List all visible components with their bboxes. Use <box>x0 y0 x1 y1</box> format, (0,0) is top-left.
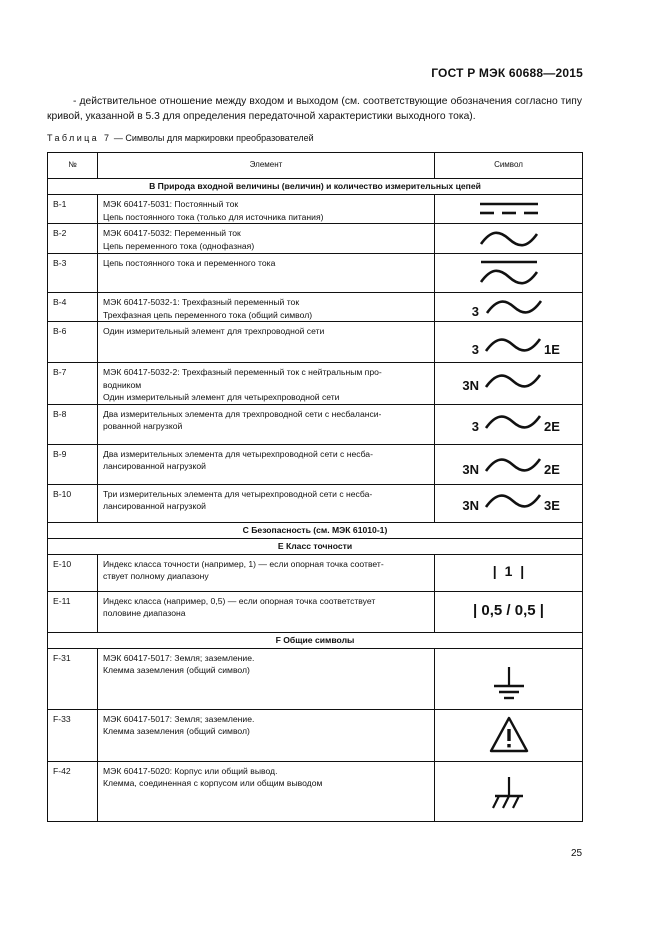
table-row <box>48 322 583 363</box>
row-line: Индекс класса (например, 0,5) — если опорная точка соответствует <box>103 595 376 606</box>
row-line: Цепь постоянного тока (только для источника питания) <box>103 211 324 222</box>
row-symbol <box>435 591 583 632</box>
table-caption-label: Таблица 7 <box>47 133 112 143</box>
row-element <box>98 293 435 322</box>
table-caption <box>47 133 314 143</box>
row-num: Е-10 <box>48 554 98 591</box>
row-num: F-31 <box>48 648 98 709</box>
three-phase-neutral-icon <box>439 371 579 395</box>
row-symbol <box>435 484 583 522</box>
row-symbol <box>435 254 583 293</box>
row-symbol <box>435 554 583 591</box>
row-line: половине диапазона <box>103 608 186 618</box>
table-row <box>48 444 583 484</box>
row-symbol <box>435 363 583 405</box>
row-element <box>98 591 435 632</box>
symbol-left-label: 3N <box>461 462 479 477</box>
row-symbol <box>435 293 583 322</box>
row-line: МЭК 60417-5017: Земля; заземление. <box>103 713 255 724</box>
header-num: № <box>48 153 98 179</box>
table-row <box>48 195 583 224</box>
row-element <box>98 404 435 444</box>
symbol-right-label: 2E <box>543 419 560 434</box>
row-num: В-9 <box>48 444 98 484</box>
symbols-table <box>47 152 583 822</box>
row-element: Цепь постоянного тока и переменного тока <box>98 254 435 293</box>
row-symbol <box>435 404 583 444</box>
row-line: Клемма заземления (общий символ) <box>103 726 250 736</box>
section-f-heading: F Общие символы <box>48 632 583 648</box>
row-num: В-2 <box>48 224 98 254</box>
section-b-heading: В Природа входной величины (величин) и количество измерительных цепей <box>48 179 583 195</box>
alternating-current-icon <box>477 228 541 250</box>
three-phase-two-element-icon <box>439 412 579 436</box>
row-line: Индекс класса точности (например, 1) — если опорная точка соответ- <box>103 558 384 569</box>
four-wire-three-element-icon <box>439 491 579 515</box>
table-row <box>48 761 583 821</box>
row-num: В-4 <box>48 293 98 322</box>
row-line: МЭК 60417-5031: Постоянный ток <box>103 199 239 209</box>
symbol-left-label: 3N <box>461 378 479 394</box>
ac-dc-icon <box>477 258 541 288</box>
row-line: рованной нагрузкой <box>103 421 183 431</box>
symbol-right-label: 3E <box>543 498 560 513</box>
row-symbol <box>435 444 583 484</box>
row-num: В-8 <box>48 404 98 444</box>
row-line: Клемма, соединенная с корпусом или общим выводом <box>103 778 323 788</box>
row-symbol <box>435 709 583 761</box>
row-element <box>98 195 435 224</box>
row-line: МЭК 60417-5032-1: Трехфазный переменный ток <box>103 297 300 307</box>
table-row <box>48 648 583 709</box>
table-row <box>48 484 583 522</box>
row-num: В-6 <box>48 322 98 363</box>
table-row <box>48 293 583 322</box>
header-symbol: Символ <box>435 153 583 179</box>
row-line: Один измерительный элемент для четырехпроводной сети <box>103 392 340 402</box>
symbol-left-label: 3N <box>461 498 479 513</box>
accuracy-class-symbol: | 1 | <box>492 563 525 580</box>
warning-triangle-icon <box>488 715 530 755</box>
row-line: МЭК 60417-5020: Корпус или общий вывод. <box>103 765 278 776</box>
row-element <box>98 444 435 484</box>
three-phase-icon <box>439 295 579 319</box>
row-element <box>98 363 435 405</box>
table-row <box>48 363 583 405</box>
row-line: лансированной нагрузкой <box>103 501 206 511</box>
row-line: лансированной нагрузкой <box>103 461 206 471</box>
three-phase-one-element-icon <box>439 335 579 359</box>
row-line: Три измерительных элемента для четырехпроводной сети с несба- <box>103 488 373 499</box>
table-header-row <box>48 153 583 179</box>
four-wire-two-element-icon <box>439 455 579 479</box>
row-element <box>98 648 435 709</box>
row-symbol <box>435 195 583 224</box>
row-line: Два измерительных элемента для четырехпроводной сети с несба- <box>103 448 373 459</box>
row-line: ствует полному диапазону <box>103 571 209 581</box>
row-num: F-33 <box>48 709 98 761</box>
row-symbol <box>435 648 583 709</box>
row-line: МЭК 60417-5017: Земля; заземление. <box>103 652 255 663</box>
table-row <box>48 404 583 444</box>
symbol-left-label: 3 <box>471 304 479 319</box>
row-line: МЭК 60417-5032-2: Трехфазный переменный ток с нейтральным про- <box>103 367 382 377</box>
row-symbol <box>435 224 583 254</box>
row-element: Один измерительный элемент для трехпроводной сети <box>98 322 435 363</box>
row-line: Трехфазная цепь переменного тока (общий символ) <box>103 309 313 320</box>
table-row <box>48 591 583 632</box>
document-header: ГОСТ Р МЭК 60688—2015 <box>431 66 583 80</box>
direct-current-icon <box>474 198 544 220</box>
row-element <box>98 484 435 522</box>
table-row <box>48 554 583 591</box>
earth-ground-icon <box>489 664 529 704</box>
table-row <box>48 224 583 254</box>
row-element <box>98 709 435 761</box>
symbol-left-label: 3 <box>471 419 479 434</box>
header-element: Элемент <box>98 153 435 179</box>
row-symbol <box>435 322 583 363</box>
page-number: 25 <box>571 848 583 859</box>
row-line: МЭК 60417-5032: Переменный ток <box>103 228 241 238</box>
symbol-left-label: 3 <box>471 342 479 357</box>
row-element <box>98 554 435 591</box>
row-line: Два измерительных элемента для трехпроводной сети с несбаланси- <box>103 408 382 419</box>
row-line: водником <box>103 379 142 390</box>
row-element <box>98 224 435 254</box>
row-num: В-3 <box>48 254 98 293</box>
symbol-right-label: 1E <box>543 342 560 357</box>
row-line: Клемма заземления (общий символ) <box>103 665 250 675</box>
table-caption-text: — Символы для маркировки преобразователей <box>111 133 314 143</box>
row-line: Цепь переменного тока (однофазная) <box>103 240 255 251</box>
section-c-heading: С Безопасность (см. МЭК 61010-1) <box>48 522 583 538</box>
row-num: В-1 <box>48 195 98 224</box>
row-num: Е-11 <box>48 591 98 632</box>
accuracy-class-half-range-symbol: | 0,5 / 0,5 | <box>473 601 544 619</box>
table-row <box>48 254 583 293</box>
section-e-heading: Е Класс точности <box>48 538 583 554</box>
row-symbol <box>435 761 583 821</box>
chassis-ground-icon <box>489 774 529 816</box>
intro-paragraph: - действительное отношение между входом и выходом (см. соответствующие обозначения согласно типу кривой, указанной в 5.3 для определения передаточной характеристики выходного тока). <box>47 96 582 122</box>
row-num: В-10 <box>48 484 98 522</box>
row-element <box>98 761 435 821</box>
row-num: F-42 <box>48 761 98 821</box>
table-row <box>48 709 583 761</box>
row-num: В-7 <box>48 363 98 405</box>
symbol-right-label: 2E <box>543 462 560 477</box>
